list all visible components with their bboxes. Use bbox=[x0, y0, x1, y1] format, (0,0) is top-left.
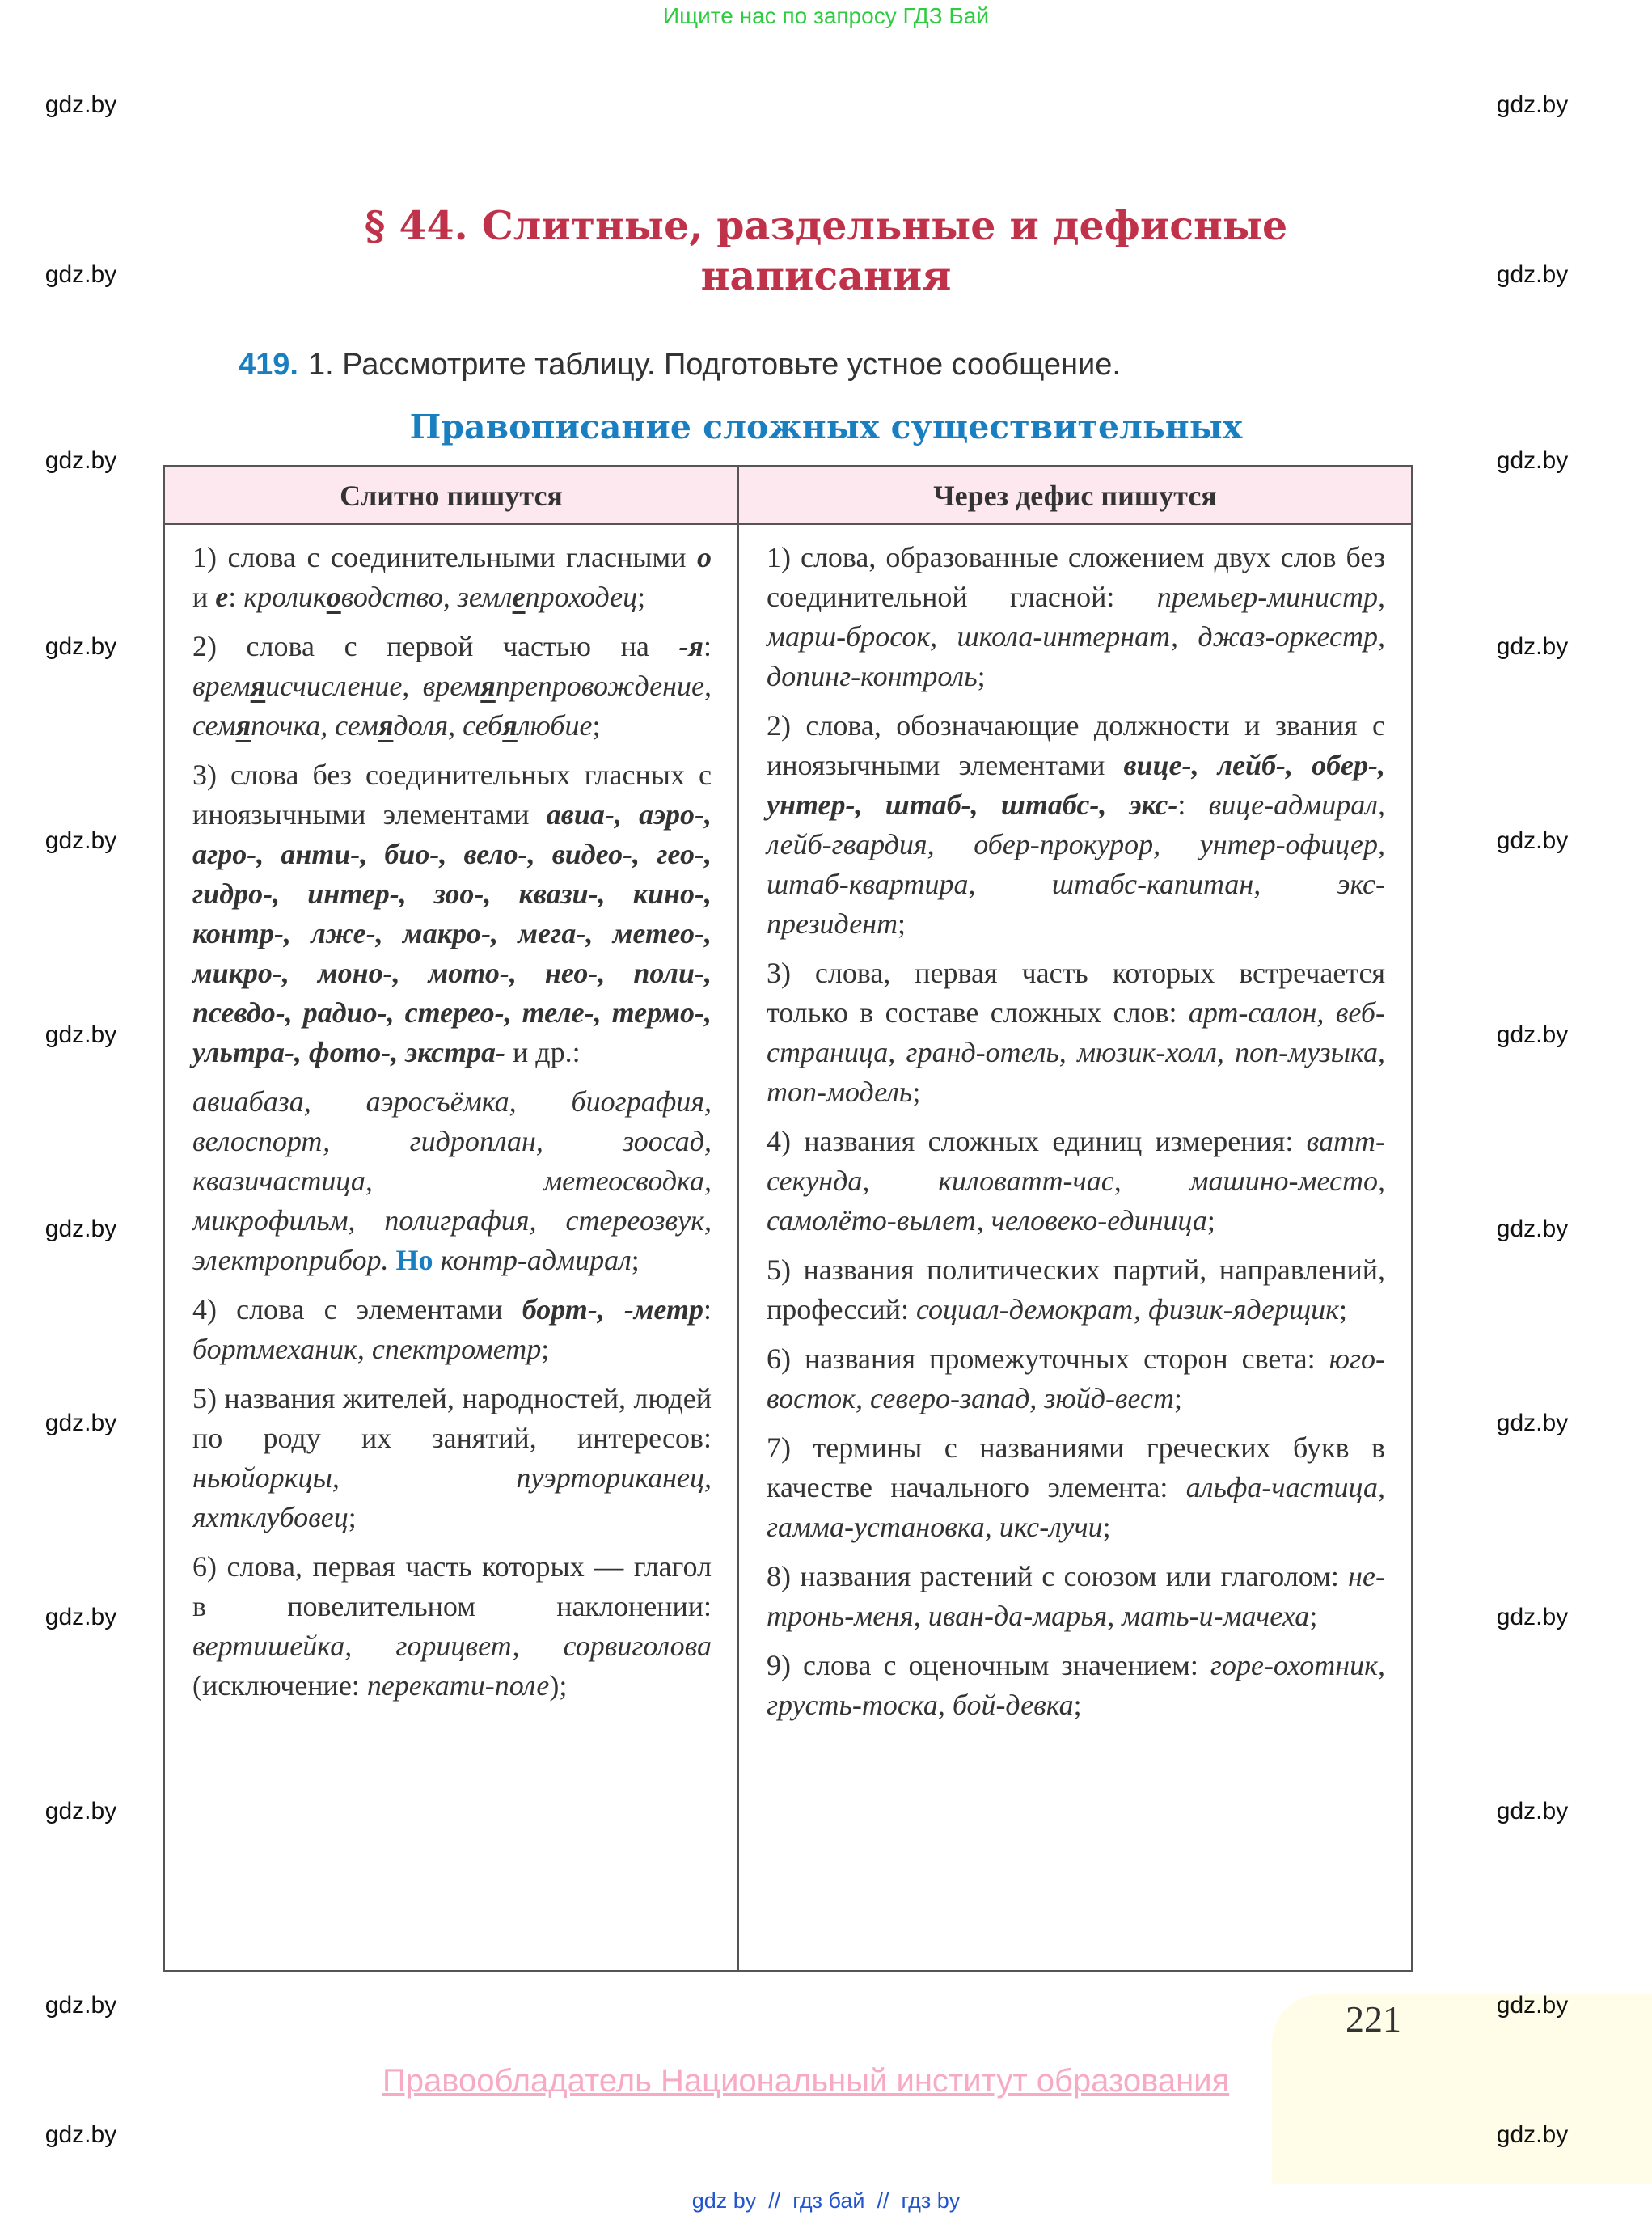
column-solid-spelling bbox=[165, 525, 739, 1970]
rule-text: водство, земл bbox=[340, 581, 513, 613]
rule-text: е bbox=[512, 581, 526, 613]
rule-item bbox=[192, 1379, 712, 1537]
rule-item bbox=[192, 1547, 712, 1706]
watermark: gdz.by bbox=[1496, 1021, 1569, 1048]
rule-text: не-тронь-меня, иван-да-марья, мать-и-мачеха bbox=[767, 1560, 1385, 1632]
rule-text: ; bbox=[348, 1501, 357, 1533]
watermark: gdz.by bbox=[44, 447, 117, 474]
exercise-task bbox=[239, 348, 1121, 383]
rule-item bbox=[767, 1428, 1385, 1547]
watermark: gdz.by bbox=[1496, 91, 1569, 118]
watermark: gdz.by bbox=[44, 1021, 117, 1048]
watermark: gdz.by bbox=[44, 633, 117, 660]
exception-marker: Но bbox=[395, 1244, 433, 1276]
watermark: gdz.by bbox=[1496, 827, 1569, 854]
table-title: Правописание сложных существительных bbox=[409, 408, 1243, 446]
rule-text: (исключение: bbox=[192, 1669, 367, 1702]
watermark: gdz.by bbox=[44, 827, 117, 854]
rule-text: проходец bbox=[525, 581, 638, 613]
rule-text: я bbox=[502, 709, 518, 742]
rule-text: кролик bbox=[243, 581, 327, 613]
rule-text bbox=[433, 1244, 441, 1276]
rule-text: социал-демократ, физик-ядерщик bbox=[915, 1293, 1339, 1326]
search-hint: Ищите нас по запросу ГДЗ Бай bbox=[662, 3, 990, 28]
rule-text: 1) слова, образованные сложением двух слов без соединительной гласной: bbox=[767, 541, 1385, 613]
rule-item bbox=[767, 538, 1385, 696]
rule-text: ; bbox=[1309, 1600, 1318, 1632]
rule-text: контр-адмирал bbox=[440, 1244, 632, 1276]
rule-item bbox=[767, 1250, 1385, 1330]
exercise-text: 1. Рассмотрите таблицу. Подготовьте устное сообщение. bbox=[307, 348, 1121, 382]
watermark: gdz.by bbox=[1496, 2121, 1569, 2148]
watermark: gdz.by bbox=[1496, 1410, 1569, 1436]
exercise-number: 419. bbox=[239, 348, 298, 382]
header-solid-spelling: Слитно пишутся bbox=[165, 467, 739, 525]
rule-item bbox=[192, 1290, 712, 1369]
rule-item bbox=[192, 755, 712, 1072]
rule-text: ватт-секунда, киловатт-час, машино-место, самолёто-вылет, человеко-единица bbox=[767, 1125, 1385, 1237]
rule-text: ; bbox=[592, 709, 601, 742]
watermark: gdz.by bbox=[44, 261, 117, 288]
rule-text: 4) слова с элементами bbox=[192, 1293, 522, 1326]
rule-text: 3) слова без соединительных гласных с иноязычными элементами bbox=[192, 759, 712, 831]
watermark: gdz.by bbox=[44, 91, 117, 118]
watermark: gdz.by bbox=[44, 1798, 117, 1824]
rule-text: 7) термины с названиями греческих букв в качестве начального элемента: bbox=[767, 1431, 1385, 1503]
rule-text: препровождение, сем bbox=[192, 670, 712, 742]
rule-text: о bbox=[326, 581, 341, 613]
rule-text: ; bbox=[898, 907, 906, 940]
rule-text: врем bbox=[192, 670, 251, 702]
watermark: gdz.by bbox=[44, 1604, 117, 1630]
rule-text: е bbox=[215, 581, 229, 613]
rule-text: ; bbox=[541, 1333, 550, 1365]
page-number: 221 bbox=[1346, 1998, 1401, 2040]
watermark: gdz.by bbox=[1496, 1216, 1569, 1242]
rule-text: 2) слова, обозначающие должности и звания с иноязычными элементами bbox=[767, 709, 1385, 781]
rule-text: я bbox=[378, 709, 394, 742]
rule-text: : bbox=[703, 1293, 712, 1326]
rule-item bbox=[767, 953, 1385, 1112]
rule-text: -я bbox=[678, 630, 703, 662]
rule-text: : bbox=[1177, 789, 1209, 821]
rights-holder-link[interactable]: Правообладатель Национальный институт образования bbox=[382, 2063, 1230, 2099]
rule-text: исчисление, врем bbox=[265, 670, 481, 702]
header-hyphen-spelling: Через дефис пишутся bbox=[739, 467, 1411, 525]
rule-text: премьер-министр, марш-бросок, школа-интернат, джаз-оркестр, допинг-контроль bbox=[767, 581, 1385, 692]
rule-item bbox=[192, 627, 712, 746]
rule-text: альфа-частица, гамма-установка, икс-лучи bbox=[767, 1471, 1385, 1543]
rule-text: ; bbox=[631, 1244, 640, 1276]
rule-text: ; bbox=[1339, 1293, 1348, 1326]
rule-text: авиабаза, аэросъёмка, биография, велоспорт, гидроплан, зоосад, квазичастица, метеосводка, микрофильм, полиграфия, стереозвук, электроприбор. bbox=[192, 1085, 712, 1276]
watermark: gdz.by bbox=[44, 1216, 117, 1242]
rule-item bbox=[767, 1122, 1385, 1241]
page-corner-tab bbox=[1272, 1994, 1652, 2184]
spelling-rules-table bbox=[163, 465, 1413, 1972]
watermark: gdz.by bbox=[44, 2121, 117, 2148]
rule-text: почка, сем bbox=[251, 709, 378, 742]
rule-text: вертишейка, горицвет, сорвиголова bbox=[192, 1630, 712, 1662]
rule-text bbox=[389, 1244, 396, 1276]
rule-text: борт-, -метр bbox=[522, 1293, 703, 1326]
watermark: gdz.by bbox=[1496, 447, 1569, 474]
rule-item bbox=[767, 1646, 1385, 1725]
rule-text: о bbox=[697, 541, 712, 573]
watermark: gdz.by bbox=[1496, 1798, 1569, 1824]
rule-text: 3) слова, первая часть которых встречается только в составе сложных слов: bbox=[767, 957, 1385, 1029]
rule-item bbox=[767, 1339, 1385, 1419]
rule-text: 9) слова с оценочным значением: bbox=[767, 1649, 1210, 1681]
rule-text: ньюйоркцы, пуэрториканец, яхтклубовец bbox=[192, 1461, 712, 1533]
rule-text: ); bbox=[549, 1669, 568, 1702]
rule-item bbox=[192, 1082, 712, 1280]
rule-text: ; bbox=[977, 660, 986, 692]
rule-text: любие bbox=[517, 709, 593, 742]
watermark: gdz.by bbox=[44, 1410, 117, 1436]
rule-text: юго-восток, северо-запад, зюйд-вест bbox=[767, 1342, 1385, 1414]
rule-text: бортмеханик, спектрометр bbox=[192, 1333, 542, 1365]
rule-text: я bbox=[235, 709, 251, 742]
watermark: gdz.by bbox=[1496, 1604, 1569, 1630]
rule-item bbox=[192, 538, 712, 617]
watermark: gdz.by bbox=[1496, 1992, 1569, 2019]
section-title-line2: написания bbox=[700, 252, 952, 299]
section-title bbox=[365, 201, 1287, 301]
rule-text: ; bbox=[1206, 1204, 1215, 1237]
rule-text: арт-салон, веб-страница, гранд-отель, мюзик-холл, поп-музыка, топ-модель bbox=[767, 996, 1385, 1108]
rule-text: авиа-, аэро-, агро-, анти-, био-, вело-, видео-, гео-, гидро-, интер-, зоо-, квази-, кино-, контр-, лже-, макро-, мега-, метео-, микро-, моно-, мото-, нео-, поли-, псевдо-, радио-, стерео-, теле-, термо-, ультра-, фото-, экстра- bbox=[192, 798, 712, 1068]
rule-text: ; bbox=[912, 1076, 921, 1108]
rule-text: перекати-поле bbox=[366, 1669, 550, 1702]
rule-item bbox=[767, 706, 1385, 944]
rule-text: доля, себ bbox=[393, 709, 503, 742]
rule-text: 1) слова с соединительными гласными bbox=[192, 541, 697, 573]
rule-text: 6) названия промежуточных сторон света: bbox=[767, 1342, 1329, 1375]
rule-text: я bbox=[250, 670, 266, 702]
rule-text: и др.: bbox=[505, 1036, 581, 1068]
rule-text: 2) слова с первой частью на bbox=[192, 630, 679, 662]
watermark: gdz.by bbox=[44, 1992, 117, 2019]
footer-links[interactable]: gdz by // гдз бай // гдз by bbox=[691, 2188, 961, 2213]
rule-text: вице-, лейб-, обер-, унтер-, штаб-, штабс-, экс- bbox=[767, 749, 1385, 821]
rule-text: ; bbox=[1102, 1511, 1111, 1543]
rule-text: вице-адмирал, лейб-гвардия, обер-прокурор, унтер-офицер, штаб-квартира, штабс-капитан, экс-президент bbox=[767, 789, 1385, 940]
column-hyphen-spelling bbox=[739, 525, 1411, 1970]
rule-text: 4) названия сложных единиц измерения: bbox=[767, 1125, 1307, 1157]
rule-text: я bbox=[480, 670, 496, 702]
rule-text: 5) названия жителей, народностей, людей по роду их занятий, интересов: bbox=[192, 1382, 712, 1454]
rule-text: горе-охотник, грусть-тоска, бой-девка bbox=[767, 1649, 1385, 1721]
rule-text: : bbox=[703, 630, 712, 662]
rule-text: ; bbox=[1073, 1689, 1082, 1721]
rule-text: : bbox=[228, 581, 244, 613]
rule-item bbox=[767, 1557, 1385, 1636]
section-title-line1: § 44. Слитные, раздельные и дефисные bbox=[364, 202, 1288, 249]
rule-text: ; bbox=[1174, 1382, 1183, 1414]
watermark: gdz.by bbox=[1496, 633, 1569, 660]
rule-text: 6) слова, первая часть которых — глагол в повелительном наклонении: bbox=[192, 1550, 712, 1622]
rule-text: и bbox=[192, 581, 216, 613]
rule-text: 8) названия растений с союзом или глаголом: bbox=[767, 1560, 1349, 1592]
rule-text: 5) названия политических партий, направлений, профессий: bbox=[767, 1254, 1385, 1326]
rule-text: ; bbox=[637, 581, 646, 613]
watermark: gdz.by bbox=[1496, 261, 1569, 288]
